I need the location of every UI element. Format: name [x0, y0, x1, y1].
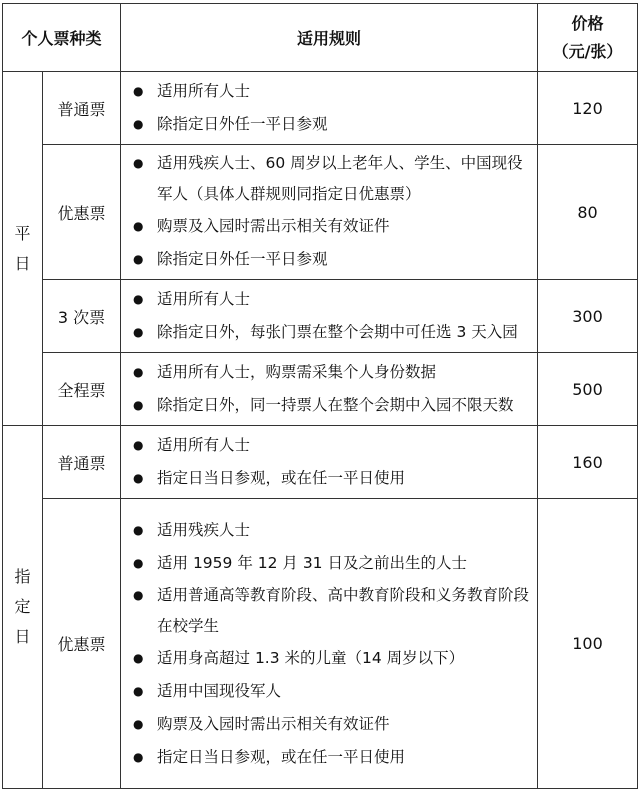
- bullet-icon: ●: [133, 471, 144, 485]
- ticket-row: [3, 72, 638, 145]
- bullet-icon: ●: [133, 117, 144, 131]
- ticket-table-body: [3, 72, 638, 789]
- rule-text: 除指定日外，同一持票人在整个会期中入园不限天数: [157, 396, 514, 414]
- rule-item: [131, 675, 531, 708]
- rule-item: [131, 741, 531, 774]
- rules-cell: [121, 280, 538, 353]
- period-label-char: 指: [14, 567, 31, 586]
- rule-text: 适用残疾人士、60 周岁以上老年人、学生、中国现役军人（具体人群规则同指定日优惠票）: [157, 154, 523, 203]
- ticket-price: 300: [538, 280, 638, 353]
- ticket-row: [3, 353, 638, 426]
- rule-item: [131, 580, 531, 642]
- period-label-char: 日: [14, 253, 31, 273]
- rule-item: [131, 243, 531, 276]
- period-cell: [3, 72, 43, 426]
- bullet-icon: ●: [133, 438, 144, 452]
- ticket-price: 100: [538, 499, 638, 789]
- ticket-table: [2, 3, 638, 789]
- ticket-type: 3 次票: [43, 280, 121, 353]
- ticket-price: 120: [538, 72, 638, 145]
- bullet-icon: ●: [133, 84, 144, 98]
- bullet-icon: ●: [133, 522, 144, 537]
- rules-cell: [121, 145, 538, 280]
- rules-cell: [121, 426, 538, 499]
- rule-item: [131, 210, 531, 243]
- bullet-icon: ●: [133, 365, 144, 379]
- bullet-icon: ●: [133, 555, 144, 570]
- rule-item: [131, 642, 531, 675]
- rule-item: [131, 708, 531, 741]
- rule-text: 购票及入园时需出示相关有效证件: [157, 217, 390, 235]
- rule-text: 除指定日外，每张门票在整个会期中可任选 3 天入园: [157, 323, 518, 341]
- rules-cell: [121, 353, 538, 426]
- bullet-icon: ●: [133, 219, 144, 233]
- header-row: [3, 4, 638, 72]
- ticket-row: [3, 280, 638, 353]
- bullet-icon: ●: [133, 156, 144, 170]
- rule-text: 除指定日外任一平日参观: [157, 115, 328, 133]
- rule-text: 适用所有人士，购票需采集个人身份数据: [157, 363, 437, 381]
- ticket-row: [3, 426, 638, 499]
- rule-item: [131, 429, 531, 462]
- rule-text: 除指定日外任一平日参观: [157, 250, 328, 268]
- rule-text: 适用所有人士: [157, 82, 251, 100]
- rule-item: [131, 148, 531, 210]
- ticket-price: 80: [538, 145, 638, 280]
- rule-text: 适用中国现役军人: [157, 681, 282, 700]
- header-rules: 适用规则: [121, 4, 538, 72]
- bullet-icon: ●: [133, 650, 144, 665]
- header-price-unit: （元/张）: [552, 41, 623, 61]
- bullet-icon: ●: [133, 252, 144, 266]
- bullet-icon: ●: [133, 325, 144, 339]
- rule-text: 适用身高超过 1.3 米的儿童（14 周岁以下）: [157, 648, 465, 667]
- bullet-icon: ●: [133, 683, 144, 698]
- bullet-icon: ●: [133, 716, 144, 731]
- rule-item: [131, 108, 531, 141]
- rule-text: 适用所有人士: [157, 290, 251, 308]
- header-price: [538, 4, 638, 72]
- rule-item: [131, 389, 531, 422]
- bullet-icon: ●: [133, 587, 144, 602]
- rule-text: 指定日当日参观，或在任一平日使用: [157, 469, 406, 487]
- ticket-type: 优惠票: [43, 499, 121, 789]
- rule-item: [131, 316, 531, 349]
- ticket-row: [3, 499, 638, 789]
- ticket-type: 普通票: [43, 426, 121, 499]
- rule-item: [131, 547, 531, 580]
- ticket-type: 全程票: [43, 353, 121, 426]
- bullet-icon: ●: [133, 749, 144, 764]
- rules-cell: [121, 499, 538, 789]
- header-category: 个人票种类: [3, 4, 121, 72]
- rules-cell: [121, 72, 538, 145]
- rule-text: 适用所有人士: [157, 436, 251, 454]
- ticket-price: 500: [538, 353, 638, 426]
- rule-item: [131, 514, 531, 547]
- rule-text: 购票及入园时需出示相关有效证件: [157, 714, 390, 733]
- ticket-row: [3, 145, 638, 280]
- rule-item: [131, 462, 531, 495]
- rule-text: 指定日当日参观，或在任一平日使用: [157, 747, 406, 766]
- bullet-icon: ●: [133, 292, 144, 306]
- ticket-type: 普通票: [43, 72, 121, 145]
- rule-text: 适用 1959 年 12 月 31 日及之前出生的人士: [157, 553, 467, 572]
- period-cell: [3, 426, 43, 789]
- rule-text: 适用残疾人士: [157, 520, 251, 539]
- rule-item: [131, 283, 531, 316]
- rule-text: 适用普通高等教育阶段、高中教育阶段和义务教育阶段在校学生: [157, 585, 530, 635]
- period-label-char: 定: [14, 597, 31, 616]
- period-label-char: 日: [14, 627, 31, 646]
- bullet-icon: ●: [133, 398, 144, 412]
- rule-item: [131, 75, 531, 108]
- ticket-type: 优惠票: [43, 145, 121, 280]
- ticket-price: 160: [538, 426, 638, 499]
- rule-item: [131, 356, 531, 389]
- header-price-label: 价格: [571, 13, 604, 33]
- period-label-char: 平: [14, 223, 31, 243]
